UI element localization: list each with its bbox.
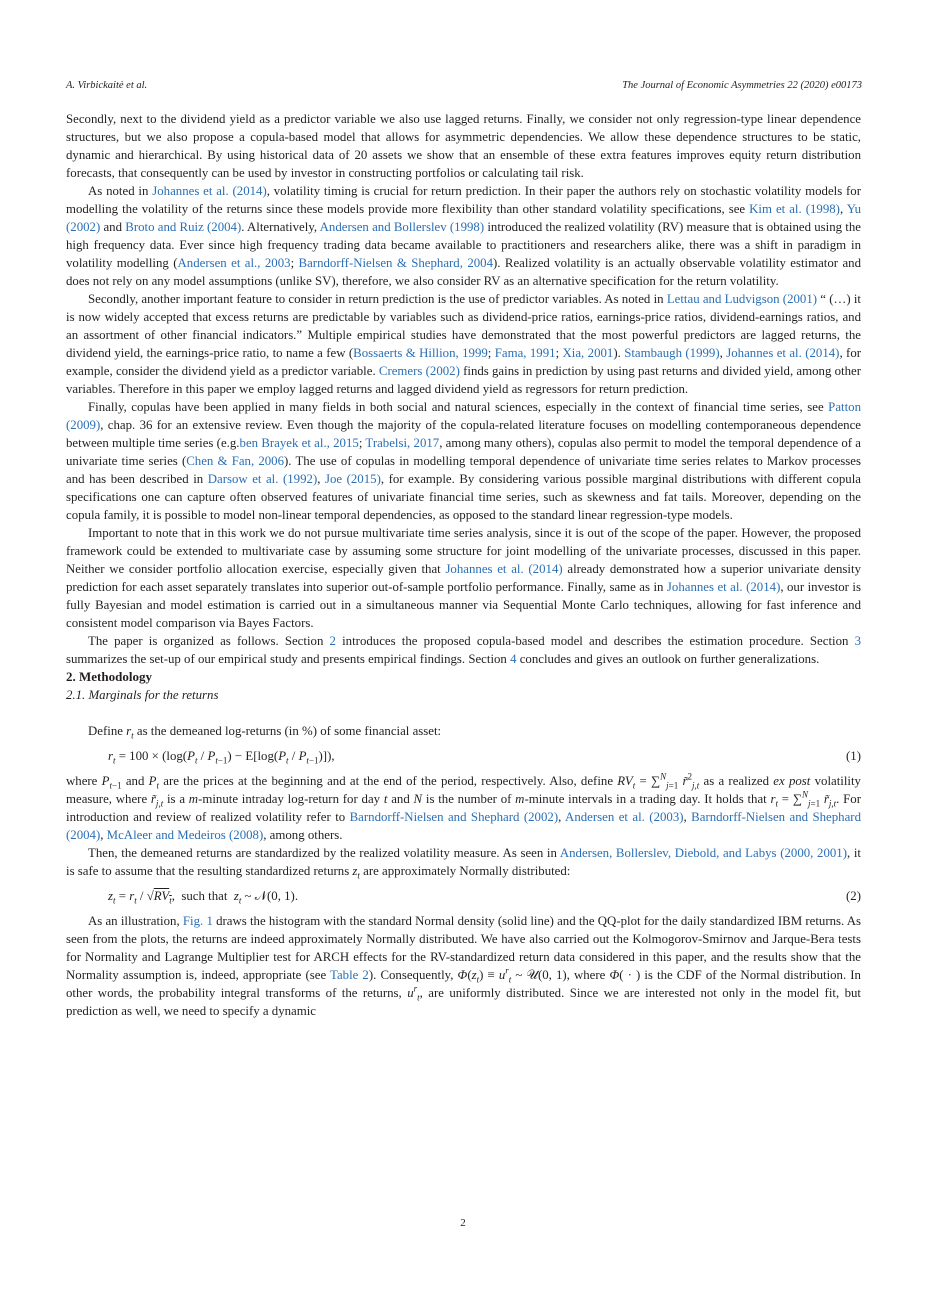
citation-link[interactable]: Johannes et al. (2014)	[726, 346, 840, 360]
equation-2-body: $z_t = r_t / √RV_t$, such that $z_t$ ~ 𝒩(0, 1).	[108, 889, 299, 906]
citation-link[interactable]: Patton (2009)	[66, 400, 861, 432]
paragraph-7: Define $r_t$ as the demeaned log-returns (in %) of some financial asset:	[88, 724, 442, 741]
citation-link[interactable]: Andersen et al., 2003	[177, 256, 291, 270]
paragraph-9: Then, the demeaned returns are standardized by the realized volatility measure. As seen in Andersen, Bollerslev, Diebold, and Labys (2000, 2001), it is safe to assume that the resulting standardized returns $z_t$ are approximately Normally distributed:	[66, 846, 861, 881]
section-link[interactable]: 3	[854, 634, 862, 648]
running-header-authors: A. Virbickaitė et al.	[66, 80, 148, 91]
citation-link[interactable]: Joe (2015)	[324, 472, 381, 486]
paragraph-3: Secondly, another important feature to consider in return prediction is the use of predictor variables. As noted in Lettau and Ludvigson (2001) “ (…) it is now widely accepted that excess returns are predictable by variables such as dividend-price ratios, earnings-price ratios, dividend-earnings ratios, and an assortment of other financial indicators.” Multiple empirical studies have demonstrated that the most powerful predictors are lagged returns, the dividend yield, the earnings-price ratio, to name a few (Bossaerts & Hillion, 1999; Fama, 1991; Xia, 2001). Stambaugh (1999), Johannes et al. (2014), for example, consider the dividend yield as a predictor variable. Cremers (2002) finds gains in prediction by using past returns and divided yield, among other variables. Therefore in this paper we employ lagged returns and lagged dividend yield as regressors for return prediction.	[66, 292, 862, 396]
citation-link[interactable]: ben Brayek et al., 2015	[239, 436, 359, 450]
paragraph-8: where $P_{t-1}$ and $P_t$ are the prices at the beginning and at the end of the period, respectively. Also, define $RV_t = \sum^N_{j=1}$ r̃$^2_{j,t}$ as a realized ex post volatility measure, where $r̃_{j,t}$ is a m-minute intraday log-return for day t and N is the number of m-minute intervals in a trading day. It holds that $r_t = \sum^N_{j=1}$ $r̃_{j,t}$. For introduction and review of realized volatility refer to Barndorff-Nielsen and Shephard (2002), Andersen et al. (2003), Barndorff-Nielsen and Shephard (2004), McAleer and Medeiros (2008), among others.	[66, 771, 861, 842]
subsection-heading: 2.1. Marginals for the returns	[66, 688, 219, 702]
paragraph-1: Secondly, next to the dividend yield as a predictor variable we also use lagged returns. Finally, we consider not only regression-type linear dependence structures, but we also propose a copula-based model that allows for asymmetric dependencies. We allow these dependence structures to be static, dynamic and hierarchical. By using historical data of 20 assets we show that an ensemble of these extra features improves equity return distribution forecasts, that consequently can be used by investor in constructing portfolios or calculating tail risk.	[66, 112, 861, 180]
paragraph-4: Finally, copulas have been applied in many fields in both social and natural sciences, especially in the context of financial time series, see Patton (2009), chap. 36 for an extensive review. Even though the majority of the copula-related literature focuses on modelling contemporaneous dependence between multiple time series (e.g.ben Brayek et al., 2015; Trabelsi, 2017, among many others), copulas also permit to model the temporal dependence of a univariate time series (Chen & Fan, 2006). The use of copulas in modelling temporal dependence of univariate time series relates to Markov processes and has been described in Darsow et al. (1992), Joe (2015), for example. By considering various possible marginal distributions with different copula specifications one can capture often observed features of univariate financial time series, such as skewness and fat tails. Moreover, depending on the copula family, it is possible to model non-linear temporal dependencies, as opposed to the standard linear regression-type models.	[66, 400, 862, 522]
citation-link[interactable]: Kim et al. (1998)	[749, 202, 840, 216]
citation-link[interactable]: Chen & Fan, 2006	[186, 454, 285, 468]
citation-link[interactable]: Darsow et al. (1992)	[207, 472, 318, 486]
paragraph-10: As an illustration, Fig. 1 draws the histogram with the standard Normal density (solid line) and the QQ-plot for the daily standardized IBM returns. As seen from the plots, the returns are indeed approximately Normally distributed. We have also carried out the Kolmogorov-Smirnov and Jarque-Bera tests for Normality and Lagrange Multiplier test for ARCH effects for the RV-standardized return data considered in this paper, and the results show that the Normality assumption is, indeed, appropriate (see Table 2). Consequently, $\Phi(z_t) \equiv u^r_t$ ~ 𝒰(0, 1), where Φ( · ) is the CDF of the Normal distribution. In other words, the probability integral transforms of the returns, $u^r_t$, are uniformly distributed. Since we are interested not only in the model fit, but prediction as well, we need to specify a dynamic	[66, 914, 862, 1018]
citation-link[interactable]: Lettau and Ludvigson (2001)	[666, 292, 818, 306]
citation-link[interactable]: Johannes et al. (2014)	[666, 580, 781, 594]
running-header-journal: The Journal of Economic Asymmetries 22 (2020) e00173	[622, 80, 862, 91]
citation-link[interactable]: Xia, 2001	[562, 346, 614, 360]
citation-link[interactable]: Trabelsi, 2017	[365, 436, 440, 450]
citation-link[interactable]: Andersen, Bollerslev, Diebold, and Labys (2000, 2001)	[559, 846, 847, 860]
citation-link[interactable]: McAleer and Medeiros (2008)	[106, 828, 264, 842]
paragraph-2: As noted in Johannes et al. (2014), volatility timing is crucial for return prediction. In their paper the authors rely on stochastic volatility models for modelling the volatility of the returns since these models provide more flexibility than other standard volatility specifications, see Kim et al. (1998), Yu (2002) and Broto and Ruiz (2004). Alternatively, Andersen and Bollerslev (1998) introduced the realized volatility (RV) measure that is obtained using the high frequency data. Ever since high frequency trading data became available to practitioners and researchers alike, there was a shift in paradigm in volatility modelling (Andersen et al., 2003; Barndorff-Nielsen & Shephard, 2004). Realized volatility is an actually observable volatility estimator and does not rely on any model assumptions (unlike SV), therefore, we also consider RV as an alternative specification for the return volatility.	[66, 184, 861, 288]
equation-1-body: $r_t = 100 \times (\log(P_t / P_{t-1}) - E[\log(P_t / P_{t-1})])$,	[108, 749, 335, 766]
citation-link[interactable]: Andersen et al. (2003)	[565, 810, 684, 824]
section-heading: 2. Methodology	[66, 669, 152, 684]
equation-2	[66, 880, 861, 912]
citation-link[interactable]: Broto and Ruiz (2004)	[125, 220, 242, 234]
citation-link[interactable]: Fama, 1991	[494, 346, 556, 360]
citation-link[interactable]: Johannes et al. (2014)	[445, 562, 563, 576]
page-number: 2	[460, 1217, 466, 1229]
equation-number: (1)	[846, 749, 861, 763]
citation-link[interactable]: Andersen and Bollerslev (1998)	[319, 220, 485, 234]
equation-1	[66, 740, 861, 772]
section-link[interactable]: 4	[510, 652, 517, 666]
section-link[interactable]: 2	[329, 634, 336, 648]
table-link[interactable]: Table 2	[330, 968, 369, 982]
paragraph-6: The paper is organized as follows. Section 2 introduces the proposed copula-based model and describes the estimation procedure. Section 3 summarizes the set-up of our empirical study and presents empirical findings. Section 4 concludes and gives an outlook on further generalizations.	[66, 634, 862, 666]
citation-link[interactable]: Yu (2002)	[66, 202, 861, 234]
equation-number: (2)	[846, 889, 861, 903]
citation-link[interactable]: Johannes et al. (2014)	[152, 184, 267, 198]
citation-link[interactable]: Barndorff-Nielsen and Shephard (2002)	[349, 810, 559, 824]
article-body	[66, 110, 861, 1020]
paragraph-5: Important to note that in this work we do not pursue multivariate time series analysis, since it is out of the scope of the paper. However, the proposed framework could be extended to multivariate case by assuming some structure for joint modelling of the univariate processes, discussed in this paper. Neither we consider portfolio allocation exercise, especially given that Johannes et al. (2014) already demonstrated how a superior univariate density prediction for each asset separately translates into superior out-of-sample portfolio performance. Finally, same as in Johannes et al. (2014), our investor is fully Bayesian and model estimation is carried out in a simultaneous manner via Sequential Monte Carlo techniques, allowing for fast inference and consistent model comparison via Bayes Factors.	[66, 526, 861, 630]
citation-link[interactable]: Barndorff-Nielsen & Shephard, 2004	[298, 256, 494, 270]
citation-link[interactable]: Cremers (2002)	[378, 364, 460, 378]
citation-link[interactable]: Barndorff-Nielsen and Shephard (2004)	[66, 810, 861, 842]
figure-link[interactable]: Fig. 1	[182, 914, 213, 928]
citation-link[interactable]: Bossaerts & Hillion, 1999	[353, 346, 488, 360]
citation-link[interactable]: Stambaugh (1999)	[624, 346, 720, 360]
